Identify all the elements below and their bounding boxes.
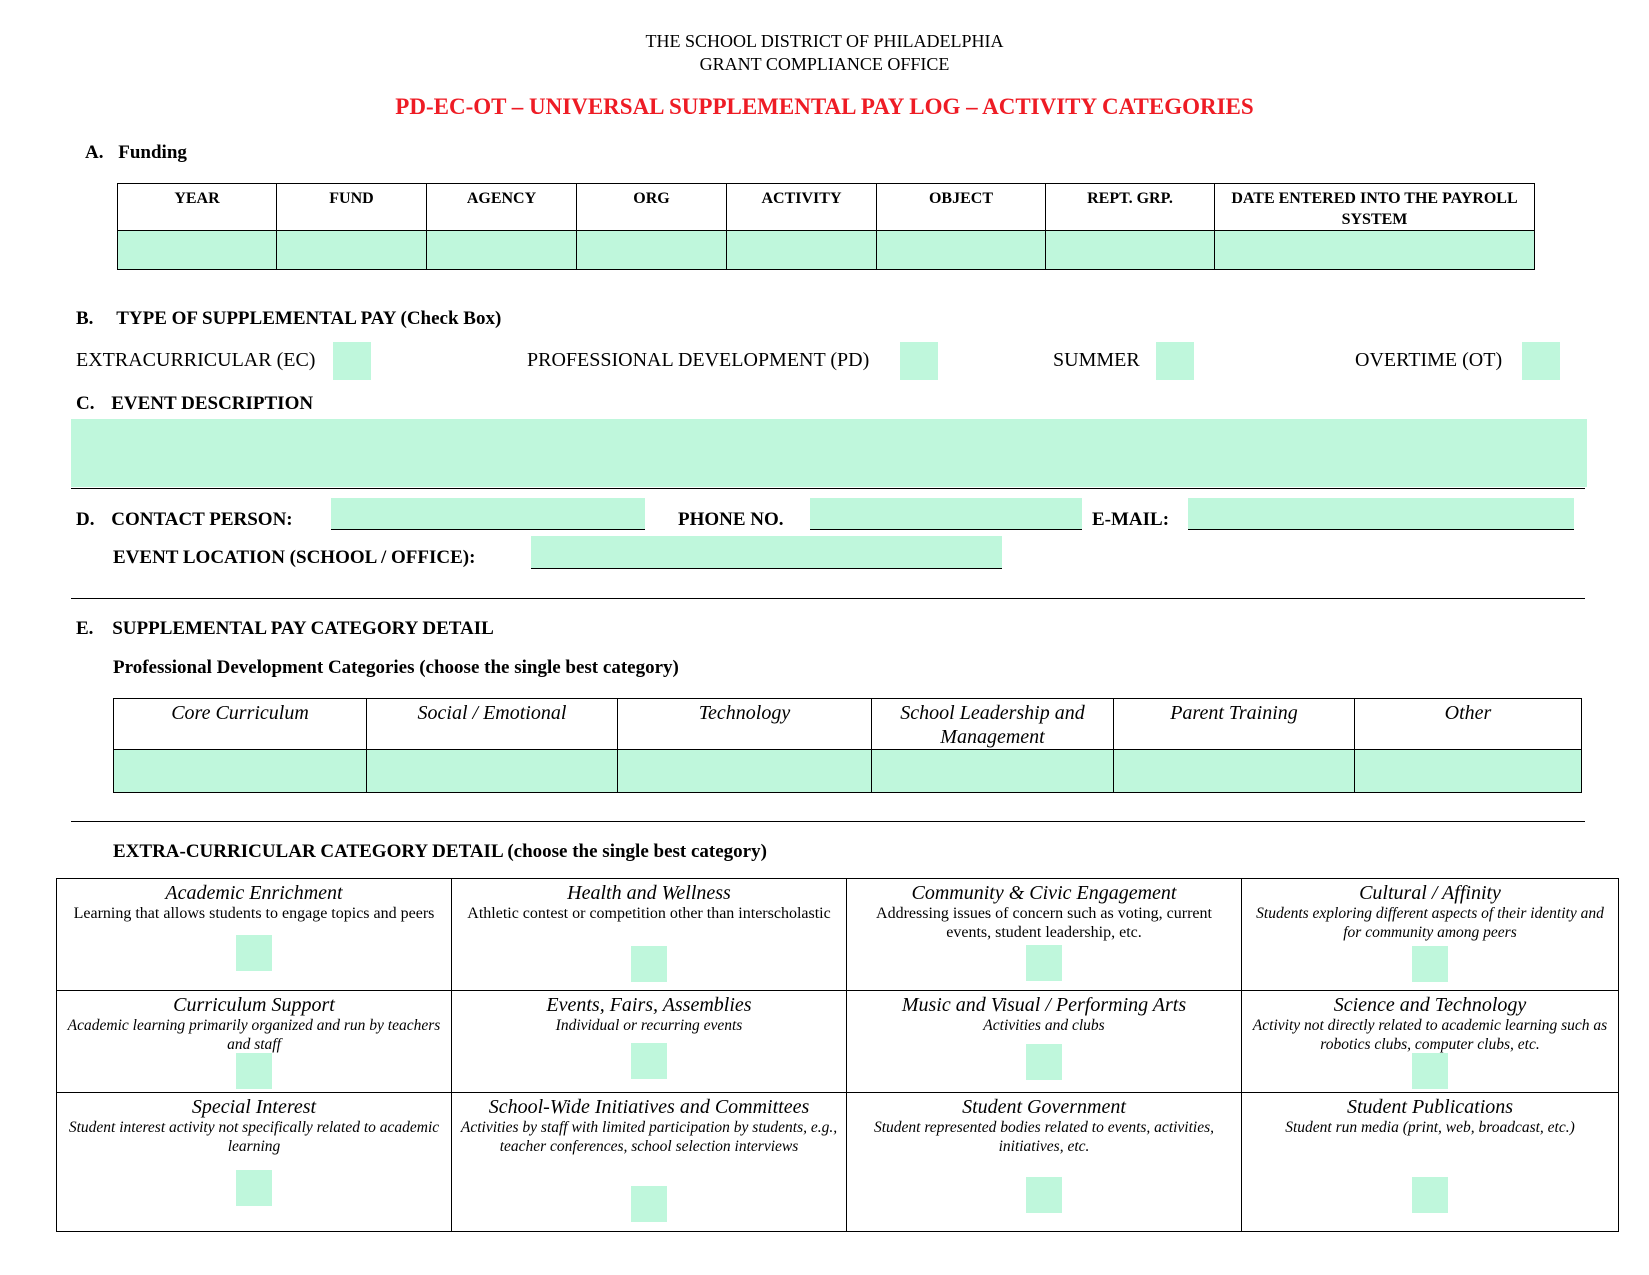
- ec-cat-name: Special Interest: [191, 1096, 317, 1118]
- section-c-letter: C.: [76, 393, 95, 414]
- ec-cat-desc: Learning that allows students to engage topics and peers: [73, 905, 435, 922]
- year-field[interactable]: [118, 231, 277, 270]
- rept-grp-field[interactable]: [1046, 231, 1215, 270]
- agency-field[interactable]: [427, 231, 577, 270]
- ec-cat-name: Science and Technology: [1333, 994, 1527, 1016]
- funding-table: [117, 183, 1535, 270]
- pd-school-leadership-checkbox[interactable]: [872, 750, 1114, 793]
- pd-checkbox[interactable]: [900, 342, 938, 380]
- pd-cat-other: Other: [1355, 699, 1582, 750]
- section-b-label: TYPE OF SUPPLEMENTAL PAY (Check Box): [116, 308, 502, 329]
- pd-technology-checkbox[interactable]: [618, 750, 872, 793]
- ec-cell-special-interest: [57, 1093, 452, 1232]
- ec-academic-enrichment-checkbox[interactable]: [236, 935, 272, 971]
- ec-cat-name: Events, Fairs, Assemblies: [546, 994, 752, 1016]
- ec-row-1: [57, 879, 1619, 991]
- ec-cat-desc: Academic learning primarily organized and run by teachers and staff: [67, 1017, 441, 1053]
- pd-cat-technology: Technology: [618, 699, 872, 750]
- section-b-heading: [76, 308, 501, 330]
- ec-cat-desc: Activity not directly related to academic learning such as robotics clubs, computer clubs, etc.: [1252, 1017, 1608, 1053]
- section-e-divider: [71, 821, 1585, 822]
- summer-checkbox-label: SUMMER: [1053, 349, 1140, 371]
- pd-categories-heading: Professional Development Categories (choose the single best category): [113, 657, 679, 678]
- ec-row-2: [57, 991, 1619, 1093]
- ec-cat-name: Health and Wellness: [567, 882, 731, 904]
- ec-cat-name: School-Wide Initiatives and Committees: [488, 1096, 810, 1118]
- pd-input-row: [114, 750, 1582, 793]
- ec-cultural-affinity-checkbox[interactable]: [1412, 946, 1448, 982]
- ec-cell-school-wide: [452, 1093, 847, 1232]
- ec-cat-desc: Addressing issues of concern such as voting, current events, student leadership, etc.: [876, 905, 1212, 941]
- email-label: E-MAIL:: [1092, 509, 1170, 530]
- pd-cat-school-leadership: School Leadership and Management: [872, 699, 1114, 750]
- event-description-field[interactable]: [71, 419, 1587, 487]
- ec-cell-music-arts: [847, 991, 1242, 1093]
- ec-cat-name: Curriculum Support: [173, 994, 335, 1016]
- funding-input-row: [118, 231, 1535, 270]
- district-name: THE SCHOOL DISTRICT OF PHILADELPHIA: [645, 31, 1004, 51]
- section-d-heading: [76, 509, 293, 531]
- contact-person-field[interactable]: [331, 498, 645, 530]
- ec-cat-desc: Students exploring different aspects of their identity and for community among peers: [1256, 905, 1604, 941]
- section-b-letter: B.: [76, 308, 94, 329]
- ec-cat-name: Academic Enrichment: [165, 882, 343, 904]
- pd-checkbox-label: PROFESSIONAL DEVELOPMENT (PD): [527, 349, 870, 371]
- form-title: PD-EC-OT – UNIVERSAL SUPPLEMENTAL PAY LOG – ACTIVITY CATEGORIES: [395, 94, 1254, 119]
- funding-col-year: YEAR: [118, 184, 277, 231]
- ec-row-3: [57, 1093, 1619, 1232]
- pd-cat-parent-training: Parent Training: [1114, 699, 1355, 750]
- pd-categories-table: [113, 698, 1582, 793]
- ec-science-technology-checkbox[interactable]: [1412, 1053, 1448, 1089]
- funding-col-activity: ACTIVITY: [727, 184, 877, 231]
- ec-student-government-checkbox[interactable]: [1026, 1177, 1062, 1213]
- section-e-label: SUPPLEMENTAL PAY CATEGORY DETAIL: [112, 618, 494, 639]
- ec-cell-health-wellness: [452, 879, 847, 991]
- funding-header-row: [118, 184, 1535, 231]
- pd-core-curriculum-checkbox[interactable]: [114, 750, 367, 793]
- ec-cat-name: Music and Visual / Performing Arts: [901, 994, 1187, 1016]
- funding-col-rept-grp: REPT. GRP.: [1046, 184, 1215, 231]
- ec-cat-desc: Student interest activity not specifically related to academic learning: [68, 1119, 440, 1155]
- ec-cat-name: Community & Civic Engagement: [911, 882, 1177, 904]
- section-d-letter: D.: [76, 509, 95, 530]
- funding-col-date-entered: DATE ENTERED INTO THE PAYROLL SYSTEM: [1215, 184, 1535, 231]
- section-d-divider: [71, 598, 1585, 599]
- ec-checkbox-label: EXTRACURRICULAR (EC): [76, 349, 316, 371]
- ec-cat-desc: Activities by staff with limited participation by students, e.g., teacher conferences, school selection interviews: [460, 1119, 838, 1155]
- date-entered-field[interactable]: [1215, 231, 1535, 270]
- ec-events-fairs-checkbox[interactable]: [631, 1043, 667, 1079]
- ec-school-wide-checkbox[interactable]: [631, 1186, 667, 1222]
- ec-cell-curriculum-support: [57, 991, 452, 1093]
- org-field[interactable]: [577, 231, 727, 270]
- contact-person-label: CONTACT PERSON:: [111, 509, 293, 530]
- pd-social-emotional-checkbox[interactable]: [367, 750, 618, 793]
- section-c-label: EVENT DESCRIPTION: [111, 393, 314, 414]
- phone-field[interactable]: [810, 498, 1082, 530]
- phone-label: PHONE NO.: [678, 509, 784, 530]
- funding-col-org: ORG: [577, 184, 727, 231]
- district-header: [0, 30, 1649, 76]
- ec-music-arts-checkbox[interactable]: [1026, 1044, 1062, 1080]
- ec-cell-cultural-affinity: [1242, 879, 1619, 991]
- ec-cat-desc: Athletic contest or competition other than interscholastic: [467, 905, 831, 922]
- ec-categories-heading: EXTRA-CURRICULAR CATEGORY DETAIL (choose the single best category): [113, 841, 767, 862]
- ec-cat-desc: Individual or recurring events: [555, 1017, 743, 1034]
- funding-col-fund: FUND: [277, 184, 427, 231]
- event-description-underline: [71, 488, 1585, 489]
- pd-cat-core-curriculum: Core Curriculum: [114, 699, 367, 750]
- ec-cell-events-fairs: [452, 991, 847, 1093]
- section-a-letter: A.: [85, 142, 104, 163]
- ot-checkbox-label: OVERTIME (OT): [1355, 349, 1503, 371]
- ec-cell-community-civic: [847, 879, 1242, 991]
- event-location-field[interactable]: [531, 536, 1002, 569]
- ec-cell-academic-enrichment: [57, 879, 452, 991]
- ec-curriculum-support-checkbox[interactable]: [236, 1053, 272, 1089]
- pd-parent-training-checkbox[interactable]: [1114, 750, 1355, 793]
- funding-col-agency: AGENCY: [427, 184, 577, 231]
- ec-special-interest-checkbox[interactable]: [236, 1170, 272, 1206]
- ec-cat-desc: Activities and clubs: [983, 1017, 1105, 1034]
- ec-cat-desc: Student represented bodies related to events, activities, initiatives, etc.: [873, 1119, 1215, 1155]
- ec-cell-science-technology: [1242, 991, 1619, 1093]
- ec-cat-desc: Student run media (print, web, broadcast, etc.): [1285, 1119, 1575, 1136]
- ec-cat-name: Student Publications: [1346, 1096, 1514, 1118]
- section-a-heading: [85, 142, 187, 164]
- ot-checkbox[interactable]: [1522, 342, 1560, 380]
- office-name: GRANT COMPLIANCE OFFICE: [699, 54, 950, 74]
- ec-cat-name: Student Government: [962, 1096, 1126, 1118]
- ec-community-civic-checkbox[interactable]: [1026, 945, 1062, 981]
- ec-checkbox[interactable]: [333, 342, 371, 380]
- fund-field[interactable]: [277, 231, 427, 270]
- ec-health-wellness-checkbox[interactable]: [631, 946, 667, 982]
- ec-categories-table: [56, 878, 1619, 1232]
- ec-student-publications-checkbox[interactable]: [1412, 1177, 1448, 1213]
- ec-cat-name: Cultural / Affinity: [1359, 882, 1501, 904]
- section-c-heading: [76, 393, 313, 415]
- pd-other-checkbox[interactable]: [1355, 750, 1582, 793]
- object-field[interactable]: [877, 231, 1046, 270]
- ec-cell-student-government: [847, 1093, 1242, 1232]
- summer-checkbox[interactable]: [1156, 342, 1194, 380]
- section-e-heading: [76, 618, 494, 640]
- pd-cat-social-emotional: Social / Emotional: [367, 699, 618, 750]
- activity-field[interactable]: [727, 231, 877, 270]
- section-e-letter: E.: [76, 618, 94, 639]
- pd-header-row: [114, 699, 1582, 750]
- section-a-label: Funding: [118, 142, 187, 163]
- email-field[interactable]: [1188, 498, 1574, 530]
- funding-col-object: OBJECT: [877, 184, 1046, 231]
- event-location-label: EVENT LOCATION (SCHOOL / OFFICE):: [113, 547, 476, 568]
- ec-cell-student-publications: [1242, 1093, 1619, 1232]
